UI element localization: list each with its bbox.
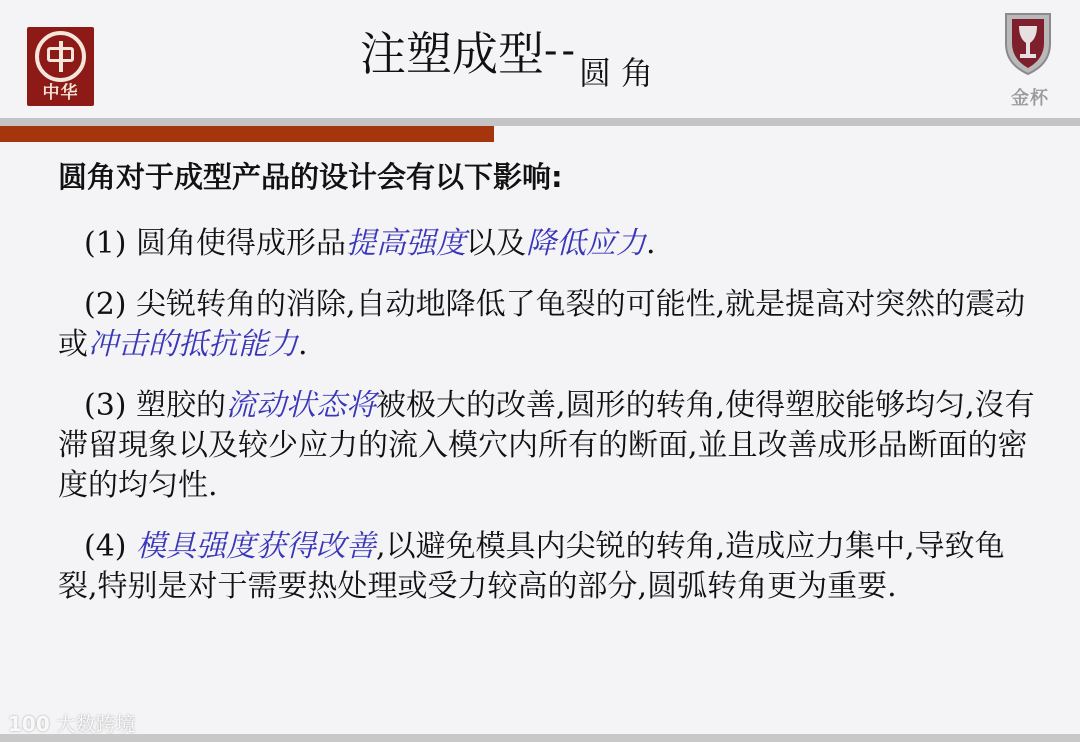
- point-4-end: ,以避免模具内尖锐的转角,造成应力集中,导致龟裂,特别是对于需要热处理或受力较高的部分,圆弧转角更为重要.: [58, 529, 1005, 604]
- title-main: 注塑成型: [360, 27, 544, 81]
- point-4: [58, 527, 1038, 607]
- page-title: [360, 18, 664, 92]
- point-1-highlight-stress: 降低应力: [526, 226, 647, 261]
- footer-divider: [0, 734, 1080, 742]
- slide-body: [58, 152, 1038, 628]
- point-4-lead: (4): [84, 529, 137, 564]
- header-divider-gray: [0, 118, 1080, 126]
- point-1-end: .: [646, 226, 656, 261]
- point-4-highlight: 模具强度获得改善: [136, 529, 377, 564]
- point-2: [58, 285, 1038, 365]
- point-3-end: 被极大的改善,圆形的转角,使得塑胶能够均匀,沒有滞留現象以及较少应力的流入模穴内所有的断面,並且改善成形品断面的密度的均匀性.: [58, 388, 1035, 503]
- point-2-end: .: [298, 327, 308, 362]
- shield-cup-icon: [1002, 10, 1054, 76]
- zhonghua-logo: [27, 27, 94, 106]
- point-2-lead: (2) 尖锐转角的消除,自动地降低了龟裂的可能性,就是提高对突然的震动或: [58, 287, 1026, 362]
- point-3: [58, 386, 1038, 506]
- watermark: [8, 708, 136, 737]
- point-1: [58, 224, 1038, 264]
- logo-right-text: 金杯: [1011, 88, 1049, 109]
- jinbei-logo: [998, 8, 1062, 108]
- logo-seal-icon: [35, 31, 86, 82]
- point-3-lead: (3) 塑胶的: [84, 388, 227, 423]
- point-1-lead: (1) 圆角使得成形品: [84, 226, 347, 261]
- intro-text: 圆角对于成型产品的设计会有以下影响:: [58, 160, 563, 194]
- point-3-highlight: 流动状态将: [226, 388, 377, 423]
- title-sub: 圆角: [579, 54, 664, 92]
- point-1-highlight-strength: 提高强度: [346, 226, 467, 261]
- title-dash: --: [544, 28, 580, 74]
- watermark-mark: 100: [8, 712, 50, 736]
- header-divider-accent: [0, 126, 494, 142]
- logo-left-text: 中华: [42, 83, 79, 103]
- point-1-mid: 以及: [466, 226, 527, 261]
- watermark-text: 大数跨境: [55, 712, 136, 736]
- point-2-highlight: 冲击的抵抗能力: [88, 327, 298, 362]
